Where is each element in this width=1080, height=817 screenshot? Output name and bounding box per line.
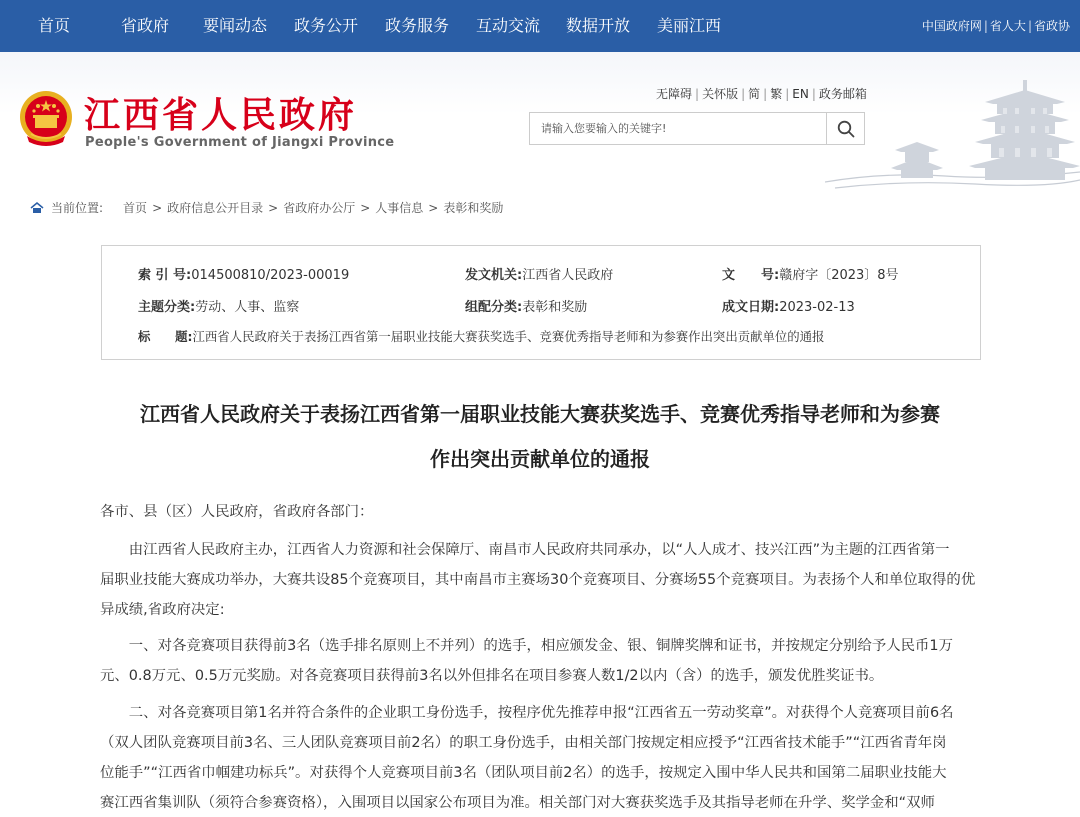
site-header	[0, 52, 1080, 190]
nav-item-gov-affairs-open[interactable]: 政务公开	[294, 16, 359, 35]
nav-item-interaction[interactable]: 互动交流	[476, 16, 541, 35]
nav-item-province-gov[interactable]: 省政府	[121, 16, 170, 35]
meta-date: 成文日期:2023-02-13	[722, 300, 855, 315]
link-provincial-congress[interactable]: 省人大	[989, 19, 1026, 33]
link-accessibility[interactable]: 无障碍	[656, 87, 693, 101]
link-simplified[interactable]: 简	[748, 87, 761, 101]
breadcrumb-info-catalog[interactable]: 政府信息公开目录	[167, 201, 264, 215]
link-provincial-cppcc[interactable]: 省政协	[1033, 19, 1070, 33]
nav-item-beautiful-jiangxi[interactable]: 美丽江西	[657, 16, 722, 35]
top-nav-bar	[0, 0, 1080, 52]
link-gov-mailbox[interactable]: 政务邮箱	[818, 87, 867, 101]
link-care-version[interactable]: 关怀版	[702, 87, 739, 101]
chevron-right-icon: >	[360, 200, 371, 215]
link-traditional[interactable]: 繁	[770, 87, 783, 101]
breadcrumb-home[interactable]: 首页	[123, 201, 148, 215]
search-input[interactable]	[530, 113, 826, 144]
article-paragraph-1: 由江西省人民政府主办，江西省人力资源和社会保障厅、南昌市人民政府共同承办，以“人人成才、技兴江西”为主题的江西省第一 届职业技能大赛成功举办，大赛共设85个竞赛项目，其中南昌市主赛场30个竞赛项目、分赛场55个竞赛项目。为表扬个人和单位取得的优 异成绩,省政府决定:	[100, 542, 976, 618]
link-china-gov[interactable]: 中国政府网	[921, 19, 982, 33]
meta-index-no: 索 引 号:014500810/2023-00019	[138, 268, 350, 283]
utility-links: 无障碍 | 关怀版 | 简 | 繁 | EN | 政务邮箱	[656, 87, 867, 101]
home-icon	[30, 202, 44, 214]
search-box	[529, 112, 865, 145]
article-paragraph-3: 二、对各竞赛项目第1名并符合条件的企业职工身份选手，按程序优先推荐申报“江西省五一劳动奖章”。对获得个人竞赛项目前6名 （双人团队竞赛项目前3名、三人团队竞赛项目前2名）的职工身份选手，由相关部门按规定相应授予“江西省技术能手”“江西省青年岗 位能手”“江西省巾帼建功标兵”。对获得个人竞赛项目前3名（团队项目前2名）的选手，按规定入围中华人民共和国第二届职业技能大 赛江西省集训队（须符合参赛资格），入围项目以国家公布项目为准。相关部门对大赛获奖选手及其指导老师在升学、奖学金和“双师	[100, 705, 954, 811]
nav-item-home[interactable]: 首页	[38, 16, 71, 35]
chevron-right-icon: >	[268, 200, 279, 215]
breadcrumb-label: 当前位置:	[51, 201, 104, 215]
pavilion-illustration	[825, 72, 1080, 190]
chevron-right-icon: >	[428, 200, 439, 215]
meta-topic: 主题分类:劳动、人事、监察	[138, 300, 300, 315]
breadcrumb-general-office[interactable]: 省政府办公厅	[283, 201, 356, 215]
meta-org-category: 组配分类:表彰和奖励	[465, 300, 588, 315]
chevron-right-icon: >	[152, 200, 163, 215]
national-emblem-icon	[19, 90, 73, 148]
nav-item-gov-services[interactable]: 政务服务	[385, 16, 450, 35]
nav-item-open-data[interactable]: 数据开放	[566, 16, 631, 35]
meta-issuer: 发文机关:江西省人民政府	[465, 268, 614, 283]
breadcrumb-awards[interactable]: 表彰和奖励	[443, 201, 504, 215]
document-meta-box	[101, 245, 981, 360]
nav-right-links: 中国政府网 | 省人大 | 省政协	[921, 19, 1070, 33]
meta-doc-no: 文 号:赣府字〔2023〕8号	[722, 268, 899, 283]
meta-title: 标 题:江西省人民政府关于表扬江西省第一届职业技能大赛获奖选手、竞赛优秀指导老师和为参赛作出突出贡献单位的通报	[138, 329, 825, 344]
article-paragraph-2: 一、对各竞赛项目获得前3名（选手排名原则上不并列）的选手，相应颁发金、银、铜牌奖牌和证书，并按规定分别给予人民币1万 元、0.8万元、0.5万元奖励。对各竞赛项目获得前3名以外但排名在项目参赛人数1/2以内（含）的选手，颁发优胜奖证书。	[100, 638, 953, 684]
breadcrumb-personnel-info[interactable]: 人事信息	[375, 201, 424, 215]
site-title: 江西省人民政府	[84, 94, 358, 136]
article-title-line-1: 江西省人民政府关于表扬江西省第一届职业技能大赛获奖选手、竞赛优秀指导老师和为参赛	[140, 402, 940, 426]
breadcrumb	[30, 199, 503, 216]
site-subtitle: People's Government of Jiangxi Province	[85, 135, 395, 150]
nav-item-news[interactable]: 要闻动态	[203, 16, 268, 35]
link-english[interactable]: EN	[792, 87, 809, 101]
article-title-line-2: 作出突出贡献单位的通报	[430, 447, 650, 471]
article-salutation: 各市、县（区）人民政府，省政府各部门：	[100, 504, 374, 520]
